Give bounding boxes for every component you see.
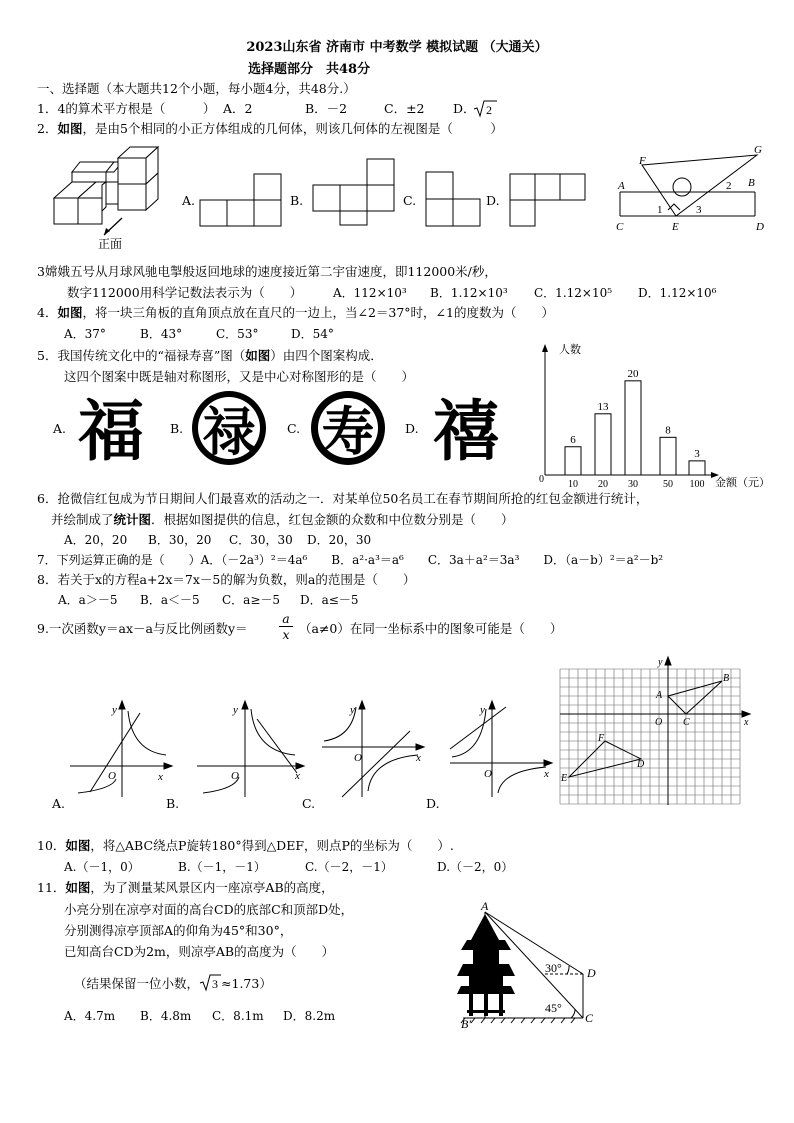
grid-label-e: E [561, 773, 568, 784]
q11-line5 [74, 974, 272, 992]
q9b-x: x [295, 770, 300, 782]
q1-option-a: A．2 [223, 101, 253, 116]
x-tick-label: 20 [598, 479, 608, 490]
q9-opt-b: B. [166, 796, 180, 811]
sqrt-sign [473, 99, 497, 119]
q3-option-d: D．1.12×10⁶ [638, 286, 717, 300]
q11-number: 11． [37, 880, 66, 895]
q10-option-b: B.（－1，－1） [178, 860, 266, 874]
grid-label-d: D [637, 759, 645, 770]
question-10 [37, 838, 454, 854]
q11-line2: 小亮分别在凉亭对面的高台CD的底部C和顶部D处， [64, 902, 354, 917]
xi-emblem [426, 390, 506, 469]
q11-option-d: D．8.2m [283, 1009, 336, 1023]
ruler-triangle-figure [612, 140, 782, 235]
q6-line2-post: ．根据如图提供的信息，红包金额的众数和中位数分别是（ ） [151, 512, 514, 527]
shou-emblem [308, 390, 388, 466]
question-7: 7．下列运算正确的是（ ）A．（－2a³）²＝4a⁶ B．a²·a³＝a⁶ C．3a＋a²＝3a³ D．（a－b）²＝a²－b² [37, 553, 664, 567]
q9a-o: O [108, 770, 116, 782]
q9a-y: y [112, 704, 117, 716]
bar-50 [660, 437, 676, 475]
x-tick-label: 30 [628, 479, 638, 490]
bar-20 [595, 414, 611, 475]
q10-option-d: D.（－2，0） [437, 860, 514, 874]
q9-opt-d: D. [426, 796, 440, 811]
q3-line1: 3嫦娥五号从月球风驰电掣般返回地球的速度接近第二宇宙速度，即112000米/秒， [37, 264, 497, 279]
q8-option-c: C．a≥－5 [222, 593, 281, 607]
x-tick-label: 50 [663, 479, 673, 490]
q9b-o: O [231, 770, 239, 782]
q11-note-pre: （结果保留一位小数， [74, 976, 200, 991]
q2-opt-c: C. [403, 193, 417, 208]
q3-option-a: A．112×10³ [333, 286, 407, 300]
bar-value-label: 8 [665, 424, 671, 437]
q9-stem-pre: 9.一次函数y＝ax－a与反比例函数y＝ [37, 621, 248, 636]
q5-ref: 如图 [245, 348, 271, 363]
label-e: E [672, 221, 679, 233]
q6-option-d: D．20，30 [307, 533, 372, 547]
page-title: 2023山东省 济南市 中考数学 模拟试题 （大通关） [246, 40, 548, 55]
q1-radicand: 2 [486, 103, 492, 117]
pavilion-figure [455, 900, 605, 1030]
q5-text-post: ）由四个图案构成． [270, 348, 383, 363]
q6-line2 [51, 512, 514, 528]
q10-text: ，将△ABC绕点P旋转180°得到△DEF，则点P的坐标为（ ）. [90, 838, 454, 853]
q5-opt-c: C. [287, 421, 301, 436]
q2-text: ，是由5个相同的小正方体组成的几何体，则该几何体的左视图是（ ） [82, 121, 503, 136]
bar-30 [625, 381, 641, 475]
page-subtitle: 选择题部分 共48分 [248, 62, 371, 77]
question-8: 8．若关于x的方程a+2x＝7x－5的解为负数，则a的范围是（ ） [37, 572, 416, 587]
q11-text: ，为了测量某风景区内一座凉亭AB的高度， [90, 880, 334, 895]
q9-graph-c [320, 697, 430, 802]
q3-line2: 数字112000用科学记数法表示为（ ） [67, 285, 303, 300]
q9-stem-post: （a≠0）在同一坐标系中的图象可能是（ ） [299, 621, 563, 636]
bar-value-label: 13 [597, 400, 609, 413]
label-a: A [618, 180, 625, 192]
q8-option-d: D．a≤－5 [300, 593, 359, 607]
q4-ref: 如图 [57, 305, 83, 320]
angle-30-label: 30° [545, 961, 562, 975]
q9-fraction [279, 611, 293, 642]
x-tick-label: 10 [568, 479, 578, 490]
q2-number: 2． [37, 121, 58, 136]
q5-opt-d: D. [405, 421, 419, 436]
q9-graph-a [68, 697, 178, 802]
q6-line2-pre: 并绘制成了 [51, 512, 114, 527]
bar-100 [689, 461, 705, 475]
q2-view-d [510, 174, 588, 228]
q10-grid-figure [560, 655, 760, 815]
q6-option-c: C．30，30 [229, 533, 293, 547]
question-5 [37, 348, 383, 364]
q9d-y: y [480, 704, 485, 716]
pavilion-label-d: D [587, 966, 596, 980]
label-g: G [754, 144, 762, 156]
angle-45-label: 45° [545, 1001, 562, 1015]
bar-value-label: 6 [570, 433, 576, 446]
grid-x-label: x [744, 717, 749, 728]
label-d: D [756, 221, 764, 233]
q2-view-c [426, 172, 482, 228]
q11-line4: 已知高台CD为2m，则凉亭AB的高度为（ ） [64, 944, 335, 959]
q8-option-a: A．a＞－5 [58, 593, 118, 607]
fu-glyph: 福 [78, 396, 144, 469]
q9-graph-d [448, 697, 558, 802]
grid-label-f: F [598, 733, 605, 744]
q2-opt-d: D. [486, 193, 500, 208]
pavilion-label-c: C [585, 1011, 594, 1025]
question-2 [37, 121, 503, 137]
q4-option-b: B．43° [140, 327, 183, 341]
q1-option-b: B．－2 [305, 101, 348, 116]
shou-glyph: 寿 [321, 405, 375, 462]
bar-10 [565, 447, 581, 475]
q4-number: 4． [37, 305, 58, 320]
angle-3: 3 [696, 204, 702, 216]
q5-opt-a: A. [53, 421, 67, 436]
q11-option-b: B．4.8m [140, 1009, 192, 1023]
q2-ref: 如图 [57, 121, 83, 136]
q1-option-d: D． [453, 101, 476, 116]
q6-ref: 统计图 [113, 512, 152, 527]
q9c-y: y [350, 704, 355, 716]
grid-label-b: B [723, 673, 730, 684]
q4-option-c: C．53° [216, 327, 259, 341]
q9d-x: x [544, 768, 549, 780]
grid-label-c: C [683, 717, 690, 728]
fu-emblem [71, 390, 151, 469]
x-tick-label: 100 [689, 479, 705, 490]
q11-option-c: C．8.1m [212, 1009, 264, 1023]
red-packet-bar-chart [535, 340, 770, 490]
chart-origin: 0 [539, 474, 544, 485]
q10-ref: 如图 [65, 838, 91, 853]
q6-line1: 6．抢微信红包成为节日期间人们最喜欢的活动之一．对某单位50名员工在春节期间所抢的红包金额进行统计， [37, 491, 649, 506]
xi-glyph: 禧 [433, 396, 499, 469]
question-4 [37, 305, 554, 321]
q5-line2: 这四个图案中既是轴对称图形，又是中心对称图形的是（ ） [64, 369, 415, 384]
q9a-x: x [158, 771, 163, 783]
q9-fraction-num: a [282, 611, 290, 626]
front-label: 正面 [98, 237, 123, 251]
label-b: B [748, 177, 755, 189]
label-c: C [616, 221, 624, 233]
q2-opt-a: A. [182, 193, 196, 208]
q3-option-b: B．1.12×10³ [430, 286, 508, 300]
q1-option-c: C．±2 [384, 101, 425, 116]
question-11 [37, 880, 334, 896]
angle-2: 2 [726, 180, 732, 192]
angle-1: 1 [657, 204, 663, 216]
pavilion-label-b: B′ [461, 1017, 471, 1031]
lu-glyph: 禄 [202, 405, 256, 462]
q9d-o: O [484, 768, 492, 780]
q8-option-b: B．a＜－5 [140, 593, 200, 607]
q9-graph-b [195, 697, 310, 802]
q4-text: ，将一块三角板的直角顶点放在直尺的一边上，当∠2＝37°时，∠1的度数为（ ） [82, 305, 554, 320]
q9c-o: O [354, 752, 362, 764]
q11-sqrt-sign [199, 974, 221, 992]
lu-emblem [190, 390, 268, 466]
q9-opt-c: C. [302, 796, 316, 811]
bar-value-label: 3 [694, 447, 700, 460]
q11-note-post: ≈1.73） [221, 976, 272, 991]
q10-number: 10． [37, 838, 66, 853]
grid-y-label: y [658, 657, 663, 668]
q11-ref: 如图 [65, 880, 91, 895]
chart-xlabel: 金额（元） [715, 477, 770, 489]
grid-label-a: A [656, 690, 663, 701]
q9b-y: y [233, 704, 238, 716]
label-f: F [639, 155, 646, 167]
grid-label-o: O [655, 717, 663, 728]
q5-opt-b: B. [170, 421, 184, 436]
q2-opt-b: B. [290, 193, 304, 208]
q10-option-c: C.（－2，－1） [305, 860, 393, 874]
q5-text-pre: 5．我国传统文化中的“福禄寿喜”图（ [37, 348, 246, 363]
q11-option-a: A．4.7m [64, 1009, 116, 1023]
q2-view-b [313, 159, 395, 227]
q9-fraction-den: x [279, 626, 293, 642]
chart-ylabel: 人数 [559, 344, 581, 356]
q9c-x: x [416, 752, 421, 764]
q9-opt-a: A. [52, 796, 66, 811]
q6-option-a: A．20，20 [64, 533, 128, 547]
q1-stem: 1．4的算术平方根是（ ） [37, 101, 216, 116]
bar-value-label: 20 [627, 367, 639, 380]
q10-option-a: A.（－1，0） [64, 860, 140, 874]
pavilion-label-a: A [481, 899, 489, 913]
chart-y-arrow [542, 344, 548, 352]
q11-line3: 分别测得凉亭顶部A的仰角为45°和30°， [64, 923, 293, 938]
q6-option-b: B．30，20 [148, 533, 212, 547]
q2-view-a [200, 174, 282, 228]
section-heading: 一、选择题（本大题共12个小题，每小题4分，共48分.） [37, 81, 356, 96]
q3-option-c: C．1.12×10⁵ [534, 286, 613, 300]
cube-solid-figure [50, 145, 170, 255]
q11-radicand: 3 [212, 977, 219, 991]
q4-option-d: D．54° [291, 327, 334, 341]
q4-option-a: A．37° [64, 327, 106, 341]
